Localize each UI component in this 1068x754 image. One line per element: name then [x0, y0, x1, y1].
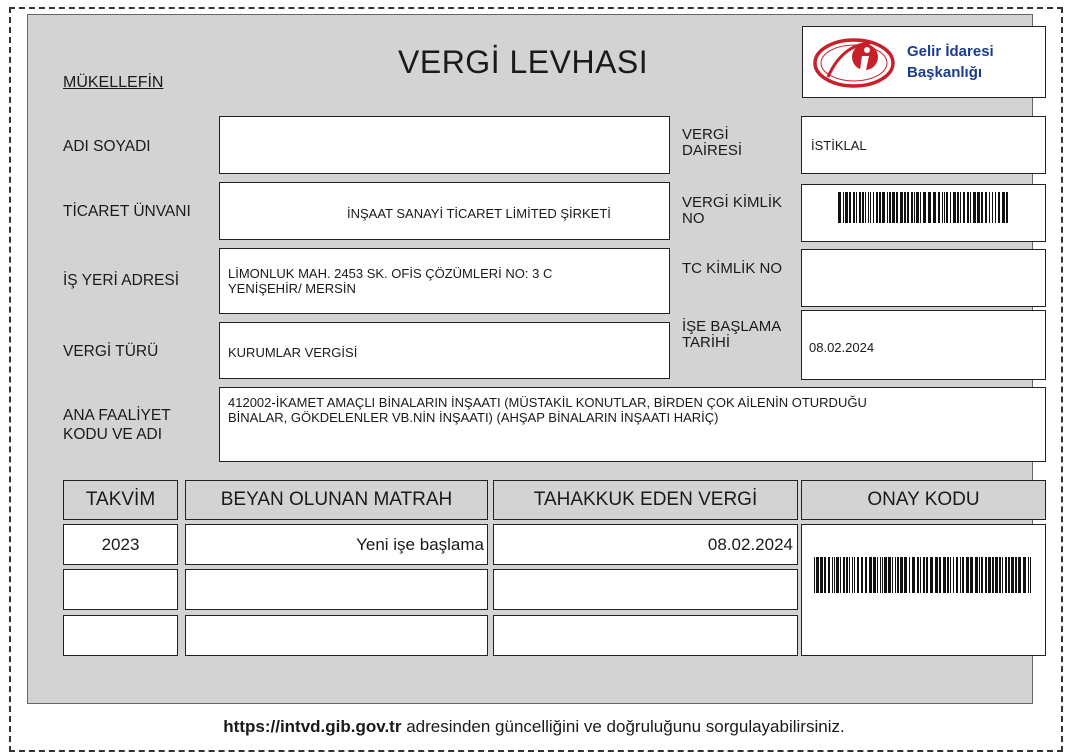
label-vergi-kimlik-no-line1: VERGİ KİMLİK — [682, 194, 783, 211]
table-row-2-matrah — [185, 569, 488, 610]
value-is-yeri-adresi-line1: LİMONLUK MAH. 2453 SK. OFİS ÇÖZÜMLERİ NO: 3 C — [228, 266, 553, 281]
label-adi-soyadi: ADI SOYADI — [63, 138, 151, 155]
table-row-1-takvim: 2023 — [63, 524, 178, 565]
value-ana-faaliyet-line1: 412002-İKAMET AMAÇLI BİNALARIN İNŞAATI (MÜSTAKİL KONUTLAR, BİRDEN ÇOK AİLENİN OTURDUĞU — [228, 395, 867, 410]
field-tc-kimlik-no — [801, 249, 1046, 307]
th-onay-kodu: ONAY KODU — [801, 480, 1046, 520]
gib-logo — [802, 26, 1046, 98]
table-row-3-takvim — [63, 615, 178, 656]
gib-logo-line1: Gelir İdaresi — [907, 43, 994, 60]
value-ana-faaliyet-line2: BİNALAR, GÖKDELENLER VB.NİN İNŞAATI) (AHŞAP BİNALARIN İNŞAATI HARİÇ) — [228, 410, 719, 425]
label-ana-faaliyet-line2: KODU VE ADI — [63, 426, 163, 443]
gib-logo-text — [907, 41, 994, 83]
table-row-1-matrah: Yeni işe başlama — [185, 524, 488, 565]
value-ana-faaliyet — [228, 395, 867, 425]
table-row-3-vergi — [493, 615, 798, 656]
value-vergi-dairesi: İSTİKLAL — [811, 138, 867, 153]
label-ticaret-unvani: TİCARET ÜNVANI — [63, 203, 191, 220]
field-vergi-dairesi — [801, 116, 1046, 174]
label-vergi-dairesi-line1: VERGİ — [682, 126, 729, 143]
document-title: VERGİ LEVHASI — [398, 44, 649, 80]
verification-text: adresinden güncelliğini ve doğruluğunu sorgulayabilirsiniz. — [401, 717, 845, 736]
field-is-yeri-adresi — [219, 248, 670, 314]
value-is-yeri-adresi-line2: YENİŞEHİR/ MERSİN — [228, 281, 356, 296]
label-ise-baslama-line1: İŞE BAŞLAMA — [682, 318, 782, 335]
value-ise-baslama: 08.02.2024 — [809, 340, 875, 355]
gib-logo-line2: Başkanlığı — [907, 64, 983, 81]
th-tahakkuk-vergi: TAHAKKUK EDEN VERGİ — [493, 480, 798, 520]
field-ise-baslama — [801, 310, 1046, 380]
field-ticaret-unvani — [219, 182, 670, 240]
label-vergi-kimlik-no — [682, 195, 782, 227]
verification-footer — [0, 717, 1068, 737]
label-ana-faaliyet-line1: ANA FAALİYET — [63, 407, 171, 424]
onay-kodu-cell — [801, 524, 1046, 656]
label-vergi-kimlik-no-line2: NO — [682, 210, 705, 227]
label-vergi-dairesi — [682, 127, 742, 159]
label-ise-baslama — [682, 319, 781, 351]
th-takvim: TAKVİM — [63, 480, 178, 520]
table-row-2-vergi — [493, 569, 798, 610]
label-ana-faaliyet — [63, 406, 171, 444]
th-beyan-matrah: BEYAN OLUNAN MATRAH — [185, 480, 488, 520]
value-vergi-turu: KURUMLAR VERGİSİ — [228, 345, 358, 360]
gib-logo-icon — [812, 37, 896, 89]
field-adi-soyadi — [219, 116, 670, 174]
table-row-2-takvim — [63, 569, 178, 610]
value-ticaret-unvani: İNŞAAT SANAYİ TİCARET LİMİTED ŞİRKETİ — [347, 206, 611, 221]
value-is-yeri-adresi — [228, 266, 552, 296]
label-is-yeri-adresi: İŞ YERİ ADRESİ — [63, 272, 180, 289]
field-vergi-turu — [219, 322, 670, 379]
label-vergi-turu: VERGİ TÜRÜ — [63, 343, 159, 360]
table-row-1-vergi: 08.02.2024 — [493, 524, 798, 565]
barcode-icon — [838, 192, 1010, 223]
field-ana-faaliyet — [219, 387, 1046, 462]
label-ise-baslama-line2: TARİHİ — [682, 334, 731, 351]
label-vergi-dairesi-line2: DAİRESİ — [682, 142, 743, 159]
section-label: MÜKELLEFİN — [63, 74, 164, 91]
label-tc-kimlik-no: TC KİMLİK NO — [682, 260, 783, 277]
barcode-icon — [814, 557, 1034, 593]
verification-link[interactable]: https://intvd.gib.gov.tr — [223, 717, 402, 736]
field-vergi-kimlik-no — [801, 184, 1046, 242]
table-row-3-matrah — [185, 615, 488, 656]
